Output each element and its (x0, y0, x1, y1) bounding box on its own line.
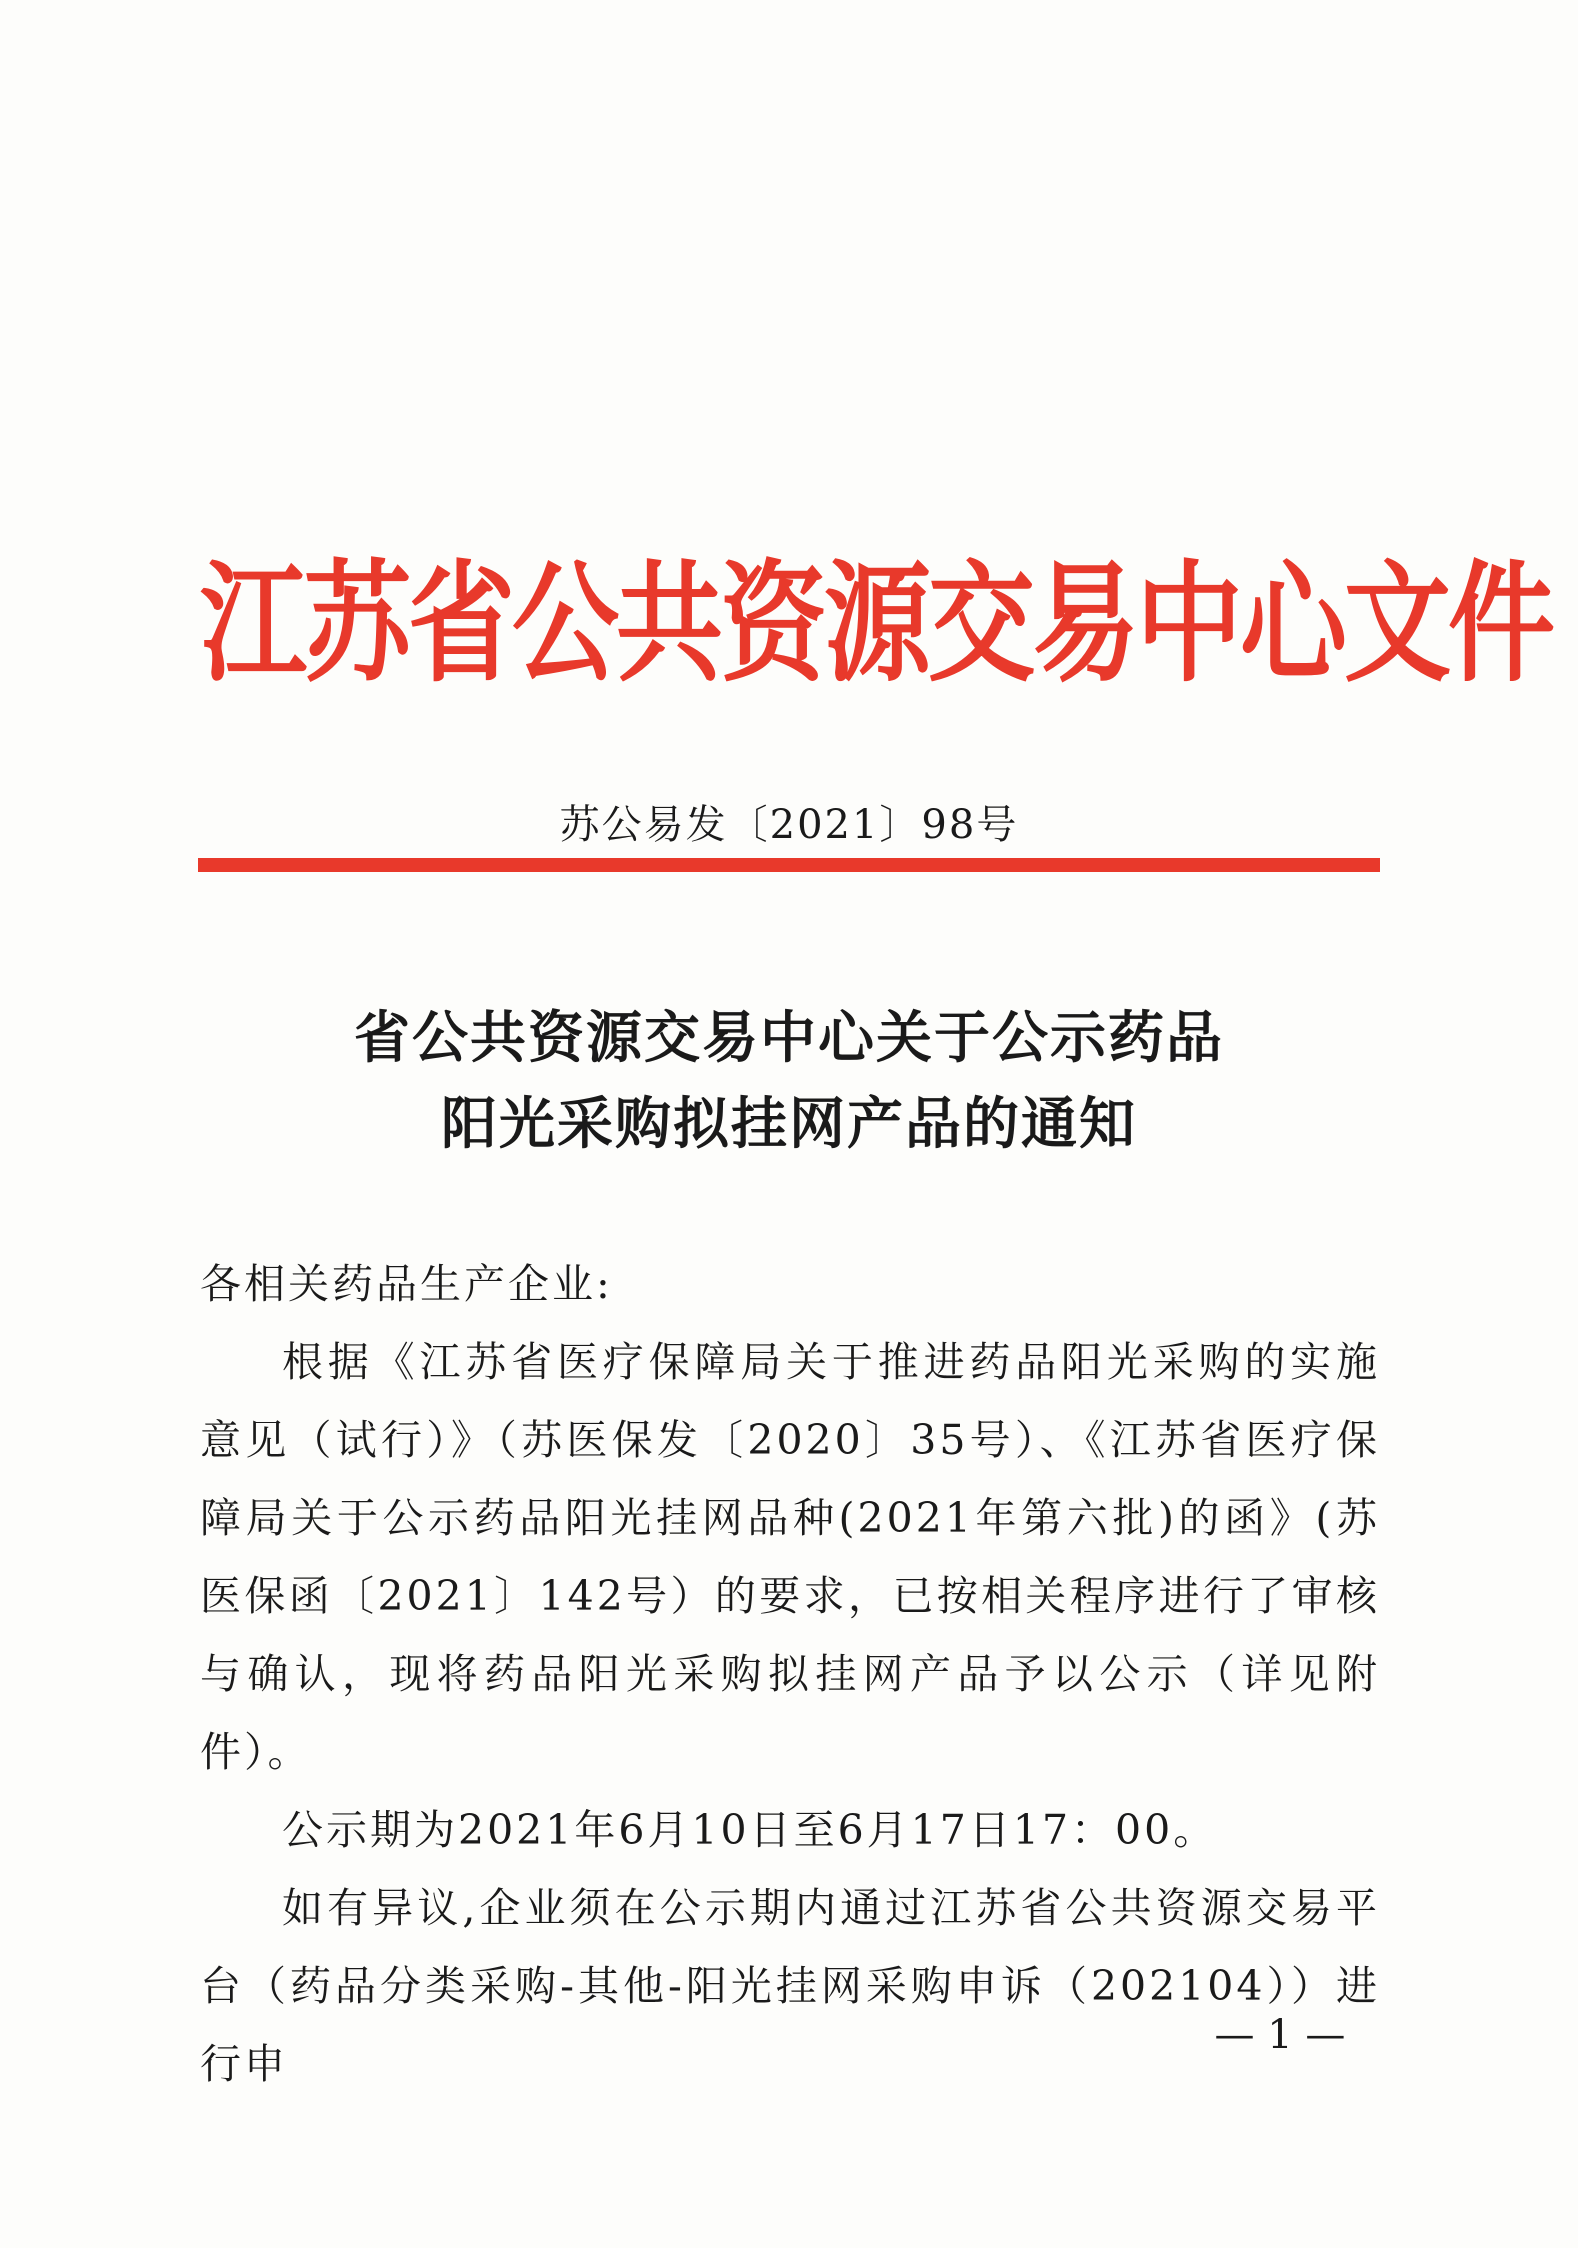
salutation: 各相关药品生产企业: (200, 1260, 613, 1308)
document-number: 苏公易发〔2021〕98号 (559, 802, 1019, 848)
body-paragraph-3: 如有异议,企业须在公示期内通过江苏省公共资源交易平台（药品分类采购-其他-阳光挂网采购申诉（202104））进行申 (200, 1884, 1380, 2088)
notice-title-line-1: 省公共资源交易中心关于公示药品 (354, 1005, 1224, 1071)
notice-title (0, 995, 1578, 1167)
page-number: — 1 — (1214, 2012, 1346, 2058)
body-paragraph-1: 根据《江苏省医疗保障局关于推进药品阳光采购的实施意见（试行）》（苏医保发〔2020〕35号）、《江苏省医疗保障局关于公示药品阳光挂网品种(2021年第六批)的函》(苏医保函〔2021〕142号）的要求，已按相关程序进行了审核与确认，现将药品阳光采购拟挂网产品予以公示（详见附件）。 (200, 1338, 1380, 1776)
document-body (200, 1245, 1380, 2103)
body-paragraph-2: 公示期为2021年6月10日至6月17日17：00。 (282, 1806, 1218, 1854)
red-divider-line (198, 858, 1380, 872)
masthead-title: 江苏省公共资源交易中心文件 (200, 549, 1553, 701)
notice-title-line-2: 阳光采购拟挂网产品的通知 (441, 1091, 1137, 1157)
